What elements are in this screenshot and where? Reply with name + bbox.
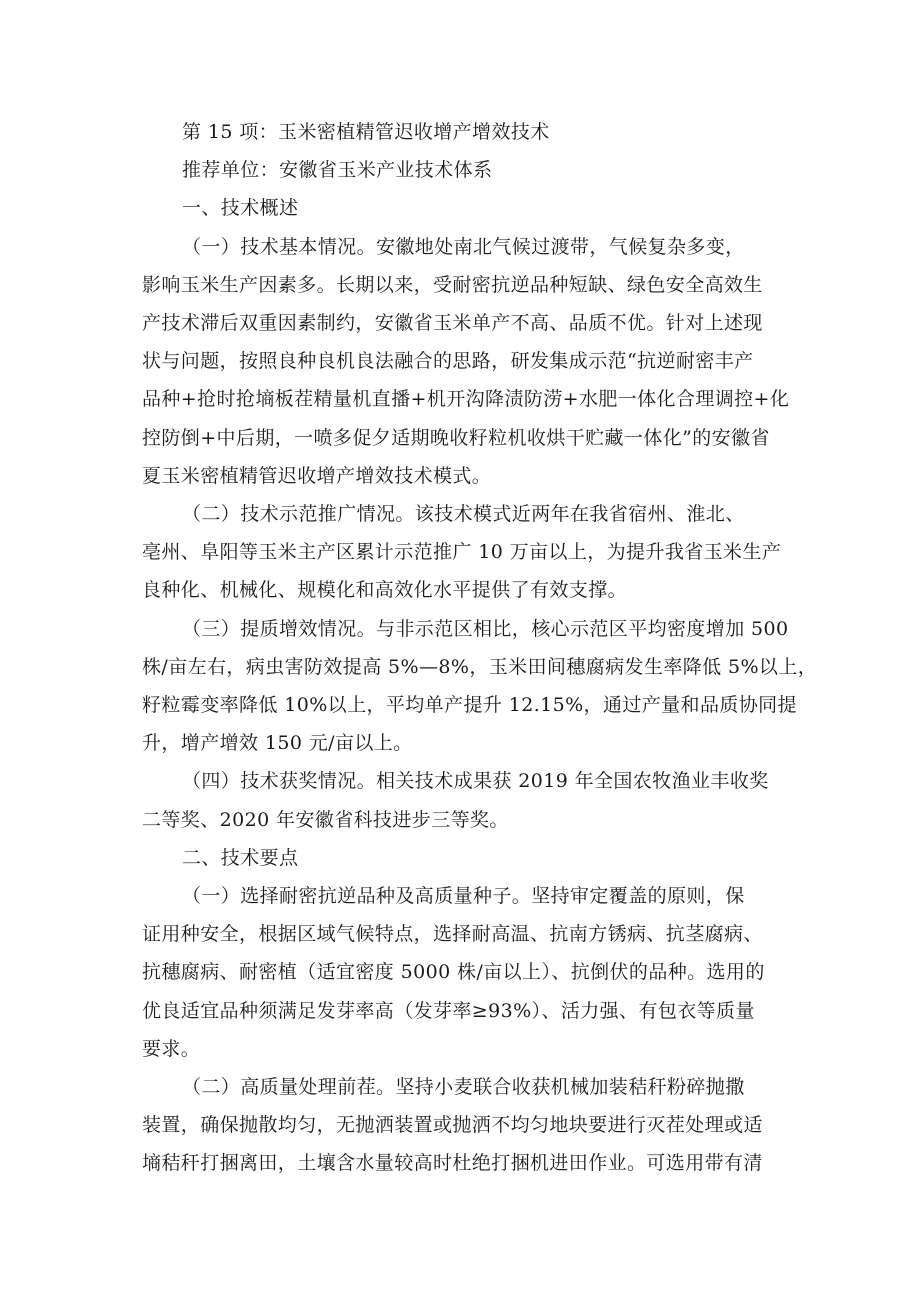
paragraph-line: 亳州、阜阳等玉米主产区累计示范推广 10 万亩以上，为提升我省玉米生产 — [142, 541, 782, 564]
paragraph-line: 要求。 — [142, 1037, 201, 1060]
paragraph-line: 株/亩左右，病虫害防效提高 5%—8%，玉米田间穗腐病发生率降低 5%以上， — [142, 655, 818, 678]
paragraph-line: 优良适宜品种须满足发芽率高（发芽率≥93%）、活力强、有包衣等质量 — [142, 999, 755, 1022]
paragraph-line: （一）技术基本情况。安徽地处南北气候过渡带，气候复杂多变， — [182, 235, 745, 258]
paragraph-line: （四）技术获奖情况。相关技术成果获 2019 年全国农牧渔业丰收奖 — [182, 770, 769, 793]
paragraph-line: （二）技术示范推广情况。该技术模式近两年在我省宿州、淮北、 — [182, 503, 745, 526]
paragraph-line: 墒秸秆打捆离田，土壤含水量较高时杜绝打捆机进田作业。可选用带有清 — [142, 1152, 763, 1175]
paragraph-line: 装置，确保抛散均匀，无抛洒装置或抛洒不均匀地块要进行灭茬处理或适 — [142, 1114, 763, 1137]
paragraph-awards — [142, 762, 790, 838]
document-title: 第 15 项：玉米密植精管迟收增产增效技术 — [182, 121, 550, 143]
paragraph-line: 良种化、机械化、规模化和高效化水平提供了有效支撑。 — [142, 579, 628, 602]
paragraph-line: 状与问题，按照良种良机良法融合的思路，研发集成示范“抗逆耐密丰产 — [142, 350, 754, 373]
paragraph-quality-efficiency — [142, 610, 818, 763]
document-body — [142, 113, 818, 1183]
paragraph-line: 控防倒+中后期，一喷多促夕适期晚收籽粒机收烘干贮藏一体化”的安徽省 — [142, 426, 770, 449]
section-heading-overview: 一、技术概述 — [182, 197, 299, 220]
section-heading-key-points: 二、技术要点 — [182, 846, 299, 869]
paragraph-line: （二）高质量处理前茬。坚持小麦联合收获机械加装秸秆粉碎抛撒 — [182, 1076, 745, 1099]
paragraph-line: 产技术滞后双重因素制约，安徽省玉米单产不高、品质不优。针对上述现 — [142, 312, 763, 335]
paragraph-stubble-treatment — [142, 1068, 790, 1183]
paragraph-line: 升，增产增效 150 元/亩以上。 — [142, 732, 413, 755]
paragraph-line: 抗穗腐病、耐密植（适宜密度 5000 株/亩以上）、抗倒伏的品种。选用的 — [142, 961, 765, 984]
recommender-line: 推荐单位：安徽省玉米产业技术体系 — [182, 159, 493, 182]
paragraph-line: 品种+抢时抢墒板茬精量机直播+机开沟降渍防涝+水肥一体化合理调控+化 — [142, 388, 790, 411]
paragraph-line: 二等奖、2020 年安徽省科技进步三等奖。 — [142, 808, 509, 831]
paragraph-line: （三）提质增效情况。与非示范区相比，核心示范区平均密度增加 500 — [182, 617, 789, 640]
paragraph-line: 夏玉米密植精管迟收增产增效技术模式。 — [142, 464, 492, 487]
paragraph-variety-selection — [142, 877, 790, 1068]
paragraph-demonstration — [142, 495, 790, 610]
paragraph-line: （一）选择耐密抗逆品种及高质量种子。坚持审定覆盖的原则，保 — [182, 885, 745, 908]
paragraph-basic-situation — [142, 228, 790, 495]
paragraph-line: 籽粒霉变率降低 10%以上，平均单产提升 12.15%，通过产量和品质协同提 — [142, 694, 797, 717]
paragraph-line: 证用种安全，根据区域气候特点，选择耐高温、抗南方锈病、抗茎腐病、 — [142, 923, 763, 946]
paragraph-line: 影响玉米生产因素多。长期以来，受耐密抗逆品种短缺、绿色安全高效生 — [142, 273, 763, 296]
